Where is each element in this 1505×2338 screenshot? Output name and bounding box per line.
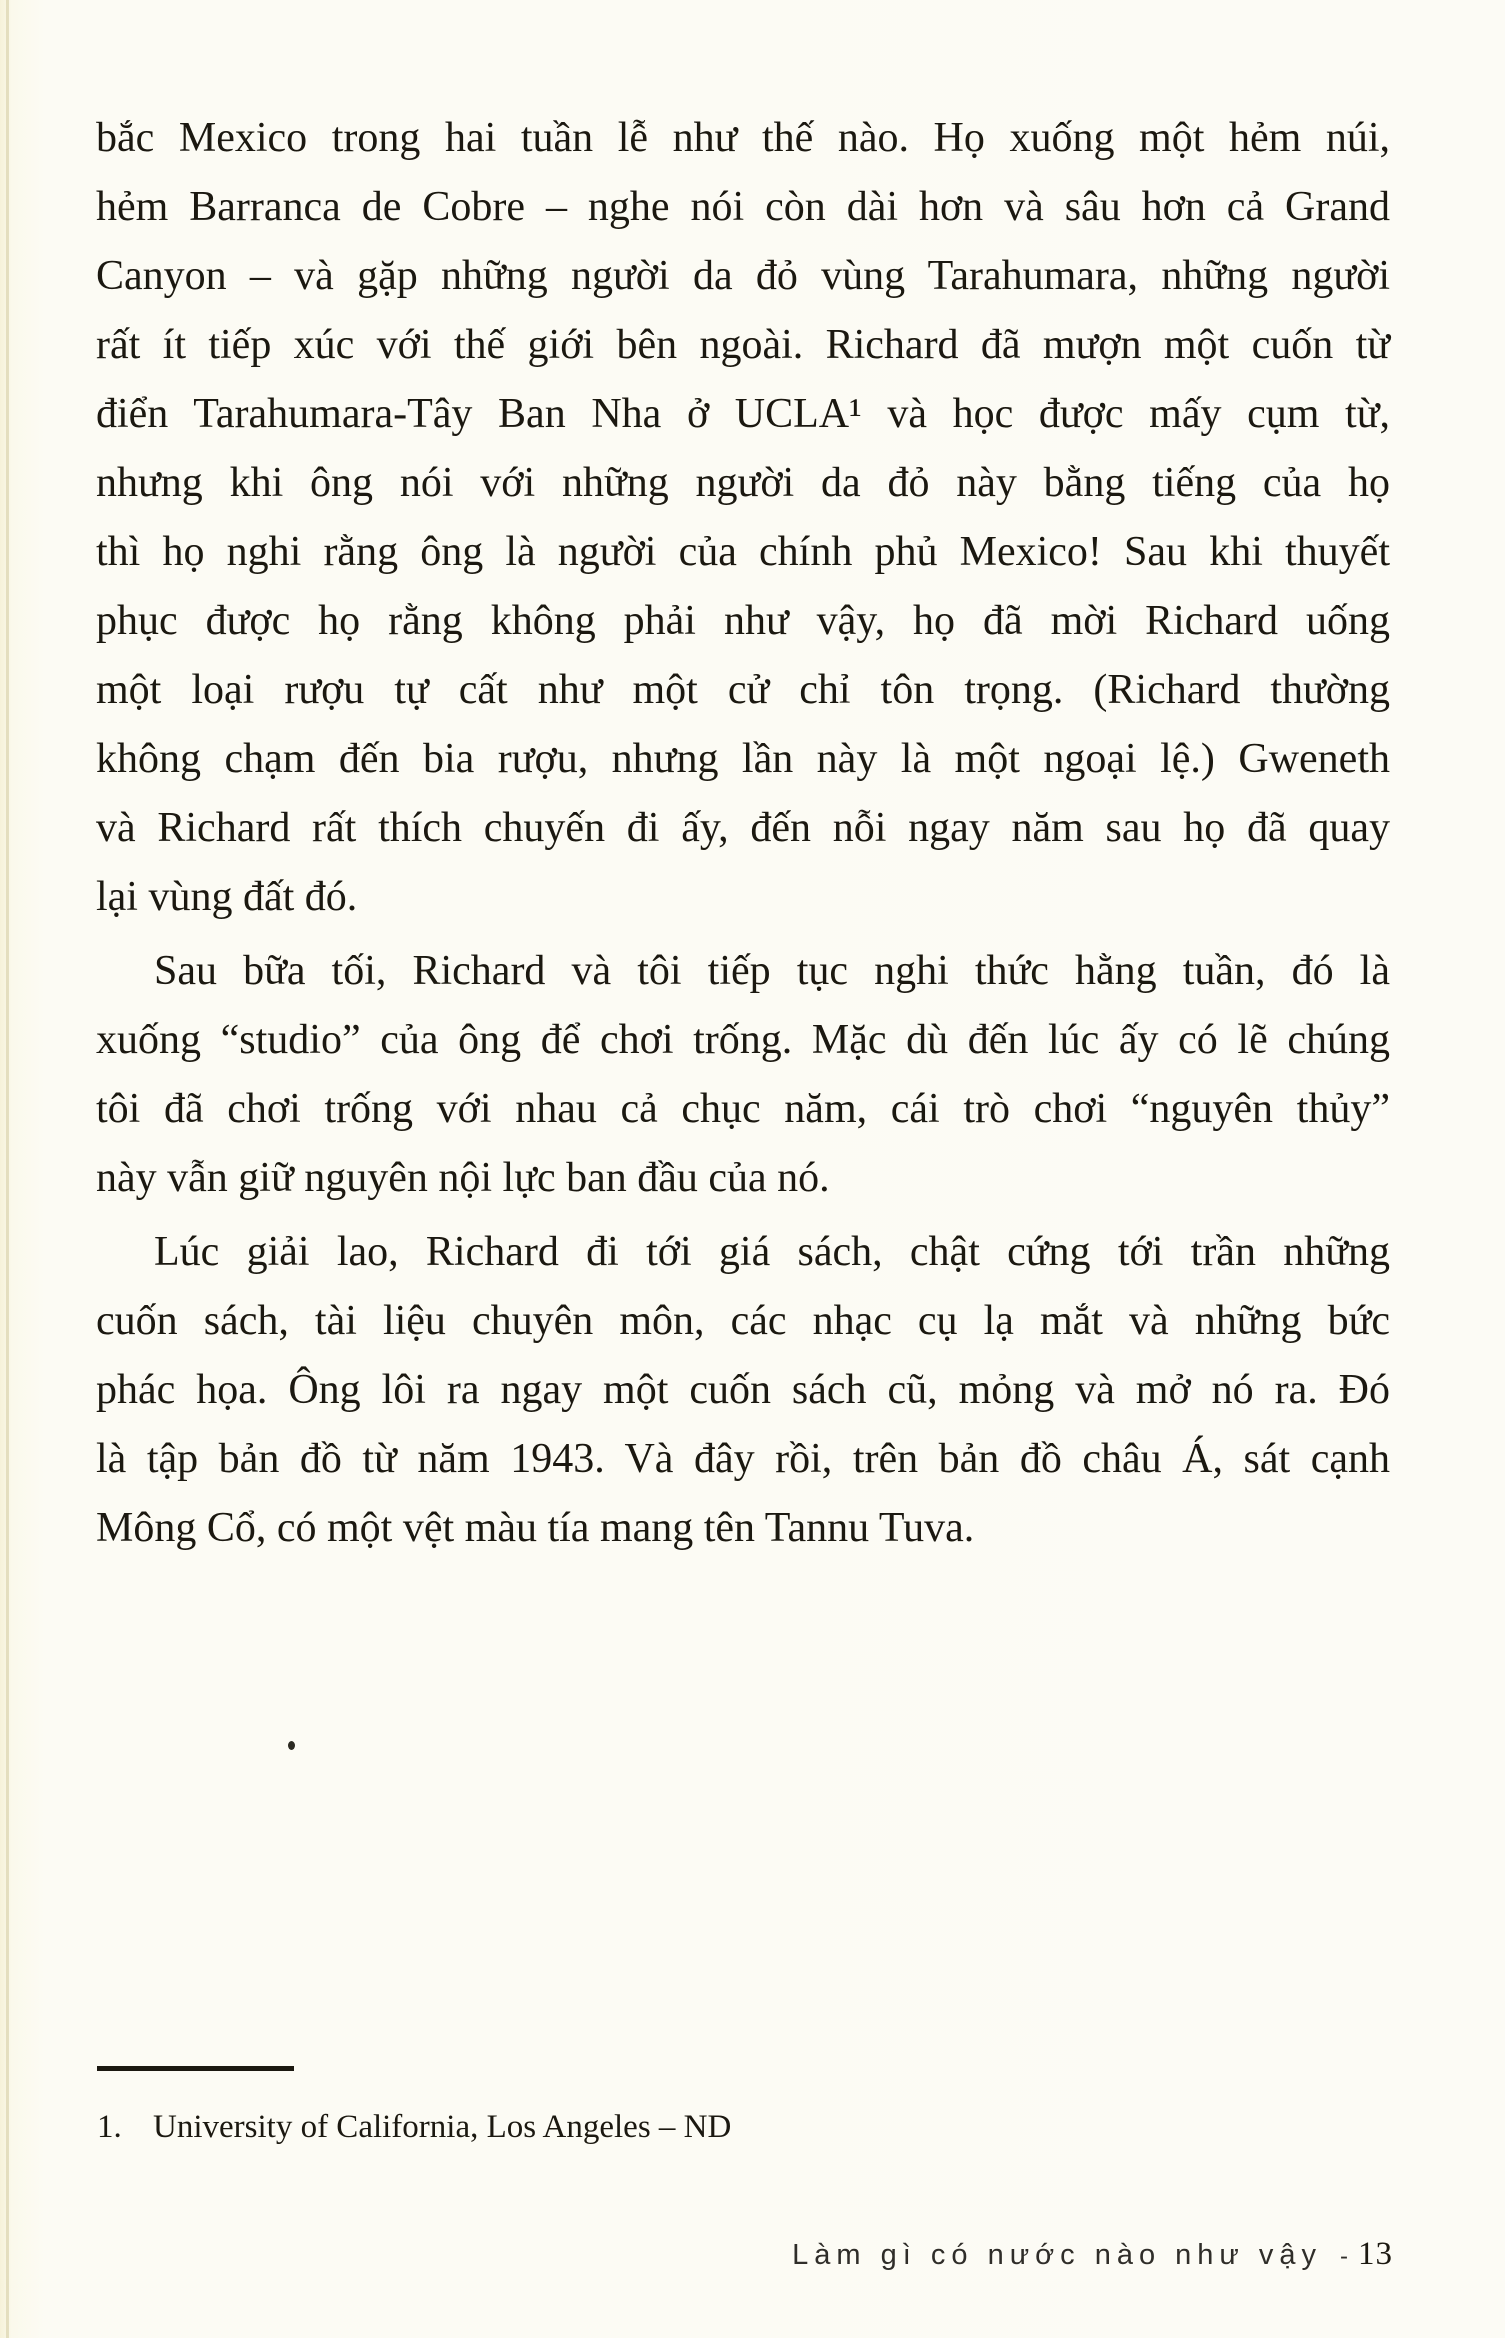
footnote xyxy=(97,2106,1097,2148)
footnote-divider xyxy=(97,2066,294,2071)
text-line: không chạm đến bia rượu, nhưng lần này là một ngoại lệ.) Gweneth xyxy=(96,736,1390,782)
running-title: Làm gì có nước nào như vậy xyxy=(792,2239,1322,2271)
text-line: lại vùng đất đó. xyxy=(96,874,358,920)
text-line: một loại rượu tự cất như một cử chỉ tôn trọng. (Richard thường xyxy=(96,667,1390,713)
text-line: cuốn sách, tài liệu chuyên môn, các nhạc cụ lạ mắt và những bức xyxy=(96,1298,1390,1344)
text-line: là tập bản đồ từ năm 1943. Và đây rồi, trên bản đồ châu Á, sát cạnh xyxy=(96,1436,1390,1482)
text-line: Mông Cổ, có một vệt màu tía mang tên Tannu Tuva. xyxy=(96,1505,975,1551)
page-number: 13 xyxy=(1358,2236,1393,2272)
text-line: Lúc giải lao, Richard đi tới giá sách, chật cứng tới trần những xyxy=(154,1229,1390,1275)
text-line: xuống “studio” của ông để chơi trống. Mặc dù đến lúc ấy có lẽ chúng xyxy=(96,1017,1390,1063)
text-line: và Richard rất thích chuyến đi ấy, đến nỗi ngay năm sau họ đã quay xyxy=(96,805,1390,851)
text-line: phục được họ rằng không phải như vậy, họ đã mời Richard uống xyxy=(96,598,1390,644)
text-line: rất ít tiếp xúc với thế giới bên ngoài. Richard đã mượn một cuốn từ xyxy=(96,322,1390,368)
text-line: tôi đã chơi trống với nhau cả chục năm, cái trò chơi “nguyên thủy” xyxy=(96,1086,1390,1132)
text-line: thì họ nghi rằng ông là người của chính phủ Mexico! Sau khi thuyết xyxy=(96,529,1390,575)
text-line: hẻm Barranca de Cobre – nghe nói còn dài hơn và sâu hơn cả Grand xyxy=(96,184,1390,230)
footer-separator: - xyxy=(1340,2243,1348,2270)
text-line: nhưng khi ông nói với những người da đỏ này bằng tiếng của họ xyxy=(96,460,1390,506)
page-footer xyxy=(792,2236,1393,2273)
paragraph xyxy=(96,104,1390,932)
text-line: Sau bữa tối, Richard và tôi tiếp tục nghi thức hằng tuần, đó là xyxy=(154,948,1390,994)
text-line: Canyon – và gặp những người da đỏ vùng Tarahumara, những người xyxy=(96,253,1390,299)
paragraph xyxy=(96,937,1390,1213)
scan-artifact-dot xyxy=(288,1741,295,1750)
body-text xyxy=(96,104,1390,1563)
text-line: này vẫn giữ nguyên nội lực ban đầu của nó. xyxy=(96,1155,830,1201)
footnote-marker: 1. xyxy=(97,2109,122,2145)
page-spine-crease xyxy=(6,0,9,2338)
paragraph xyxy=(96,1218,1390,1563)
text-line: điển Tarahumara-Tây Ban Nha ở UCLA¹ và học được mấy cụm từ, xyxy=(96,391,1390,437)
text-line: phác họa. Ông lôi ra ngay một cuốn sách cũ, mỏng và mở nó ra. Đó xyxy=(96,1367,1390,1413)
text-line: bắc Mexico trong hai tuần lễ như thế nào. Họ xuống một hẻm núi, xyxy=(96,115,1390,161)
footnote-text: University of California, Los Angeles – ND xyxy=(153,2109,732,2145)
